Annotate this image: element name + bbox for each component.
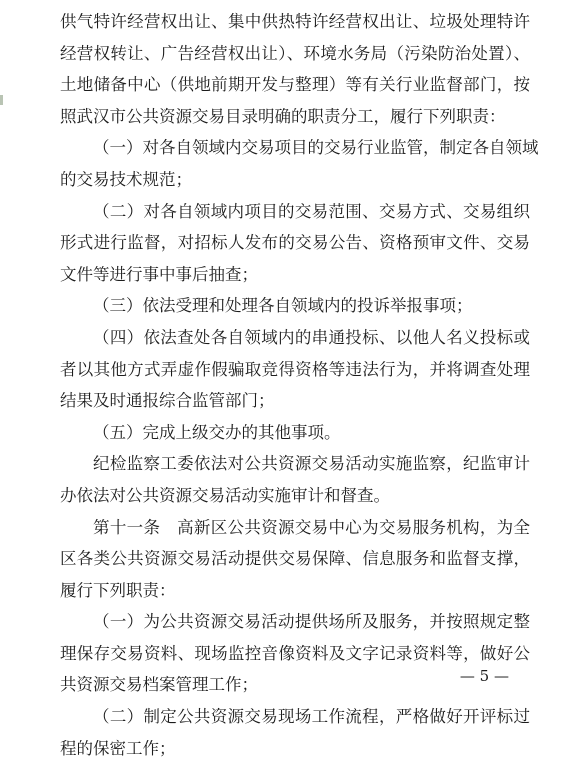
text-line: 纪检监察工委依法对公共资源交易活动实施监察，纪监审计 [93,454,530,474]
text-line: 程的保密工作； [60,738,176,758]
text-line: 文件等进行事中事后抽查； [60,264,258,284]
text-line: （三）依法受理和处理各自领域内的投诉举报事项； [93,296,473,316]
text-line: 照武汉市公共资源交易目录明确的职责分工，履行下列职责： [60,106,506,126]
text-line: 区各类公共资源交易活动提供交易保障、信息服务和监督支撑， [60,549,530,569]
text-line: 供气特许经营权出让、集中供热特许经营权出让、垃圾处理特许 [60,12,530,31]
text-line: 理保存交易资料、现场监控音像资料及文字记录资料等，做好公 [60,643,530,663]
text-line: 履行下列职责： [60,580,176,600]
text-line: 者以其他方式弄虚作假骗取竞得资格等违法行为，并将调查处理 [60,359,530,379]
text-line: 共资源交易档案管理工作； [60,675,258,695]
text-line: 经营权转让、广告经营权出让）、环境水务局（污染防治处置）、 [60,43,530,63]
text-line: （一）对各自领域内交易项目的交易行业监管，制定各自领域 [93,138,539,158]
text-line: 结果及时通报综合监管部门； [60,391,275,411]
text-line: （五）完成上级交办的其他事项。 [93,422,341,442]
text-line: （四）依法查处各自领域内的串通投标、以他人名义投标或 [93,327,530,347]
text-line: 的交易技术规范； [60,169,192,189]
text-line: 第十一条 高新区公共资源交易中心为交易服务机构，为全 [93,517,530,537]
text-line: （二）对各自领域内项目的交易范围、交易方式、交易组织 [93,201,530,221]
text-line: （一）为公共资源交易活动提供场所及服务，并按照规定整 [93,612,530,632]
text-line: 形式进行监督，对招标人发布的交易公告、资格预审文件、交易 [60,233,530,253]
margin-mark [0,95,3,105]
text-line: 土地储备中心（供地前期开发与整理）等有关行业监督部门，按 [60,75,530,95]
text-line: （二）制定公共资源交易现场工作流程，严格做好开评标过 [93,707,530,727]
page-number: — 5 — [459,667,509,685]
document-body [60,6,539,764]
text-line: 办依法对公共资源交易活动实施审计和督查。 [60,485,390,505]
